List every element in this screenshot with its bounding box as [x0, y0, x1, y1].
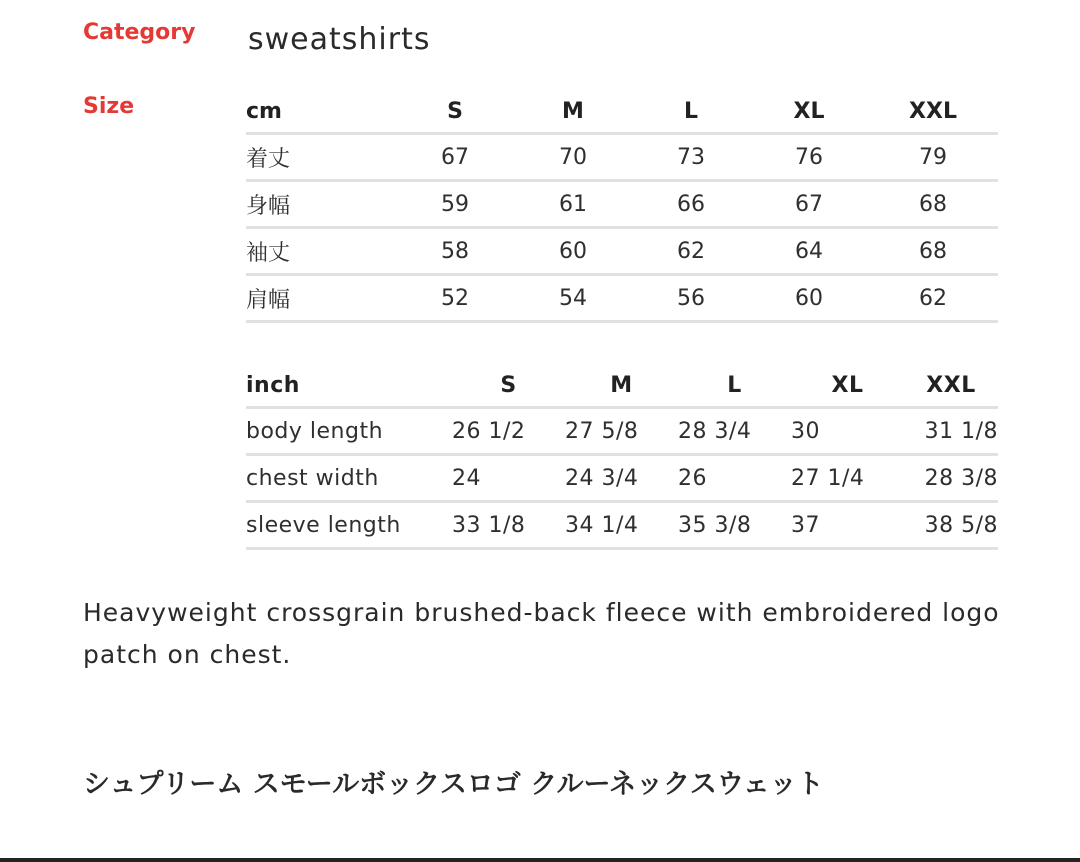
table-cell: 54	[514, 275, 632, 322]
table-cell: 60	[514, 228, 632, 275]
size-table-inch	[246, 364, 998, 550]
row-label: 着丈	[246, 134, 396, 181]
category-value: sweatshirts	[248, 22, 431, 57]
table-cell: 62	[632, 228, 750, 275]
table-cell: 24	[452, 455, 565, 502]
row-label: sleeve length	[246, 502, 452, 549]
size-header-xxl: XXL	[868, 90, 998, 134]
table-cell: 52	[396, 275, 514, 322]
size-header-s: S	[396, 90, 514, 134]
row-label: chest width	[246, 455, 452, 502]
product-description: Heavyweight crossgrain brushed-back fleece with embroidered logo patch on chest.	[83, 598, 1000, 669]
table-cell: 58	[396, 228, 514, 275]
unit-header: inch	[246, 364, 452, 408]
table-cell: 38 5/8	[904, 502, 998, 549]
table-cell: 79	[868, 134, 998, 181]
table-cell: 66	[632, 181, 750, 228]
table-cell: 35 3/8	[678, 502, 791, 549]
table-cell: 67	[750, 181, 868, 228]
table-row	[246, 408, 998, 455]
table-cell: 28 3/4	[678, 408, 791, 455]
size-header-l: L	[678, 364, 791, 408]
table-cell: 34 1/4	[565, 502, 678, 549]
product-name: シュプリーム スモールボックスロゴ クルーネックスウェット	[83, 769, 824, 800]
category-label: Category	[83, 20, 196, 45]
size-header-xxl: XXL	[904, 364, 998, 408]
size-header-l: L	[632, 90, 750, 134]
table-cell: 26	[678, 455, 791, 502]
size-label: Size	[83, 94, 135, 119]
size-header-m: M	[565, 364, 678, 408]
table-cell: 70	[514, 134, 632, 181]
table-cell: 27 5/8	[565, 408, 678, 455]
table-cell: 26 1/2	[452, 408, 565, 455]
table-cell: 67	[396, 134, 514, 181]
table-cell: 76	[750, 134, 868, 181]
table-cell: 64	[750, 228, 868, 275]
table-cell: 24 3/4	[565, 455, 678, 502]
unit-header: cm	[246, 90, 396, 134]
table-row	[246, 502, 998, 549]
table-cell: 68	[868, 181, 998, 228]
row-label: 袖丈	[246, 228, 396, 275]
table-row	[246, 181, 998, 228]
size-header-s: S	[452, 364, 565, 408]
table-cell: 56	[632, 275, 750, 322]
table-cell: 68	[868, 228, 998, 275]
bottom-divider	[0, 858, 1080, 862]
table-cell: 37	[791, 502, 904, 549]
size-header-m: M	[514, 90, 632, 134]
table-cell: 61	[514, 181, 632, 228]
table-cell: 62	[868, 275, 998, 322]
table-cell: 59	[396, 181, 514, 228]
table-cell: 60	[750, 275, 868, 322]
row-label: body length	[246, 408, 452, 455]
row-label: 身幅	[246, 181, 396, 228]
size-header-xl: XL	[791, 364, 904, 408]
size-table-cm	[246, 90, 998, 323]
size-header-xl: XL	[750, 90, 868, 134]
table-cell: 73	[632, 134, 750, 181]
table-row	[246, 134, 998, 181]
table-cell: 30	[791, 408, 904, 455]
table-cell: 33 1/8	[452, 502, 565, 549]
table-header-row	[246, 90, 998, 134]
table-row	[246, 228, 998, 275]
row-label: 肩幅	[246, 275, 396, 322]
table-cell: 27 1/4	[791, 455, 904, 502]
table-cell: 28 3/8	[904, 455, 998, 502]
table-row	[246, 455, 998, 502]
table-header-row	[246, 364, 998, 408]
table-row	[246, 275, 998, 322]
table-cell: 31 1/8	[904, 408, 998, 455]
